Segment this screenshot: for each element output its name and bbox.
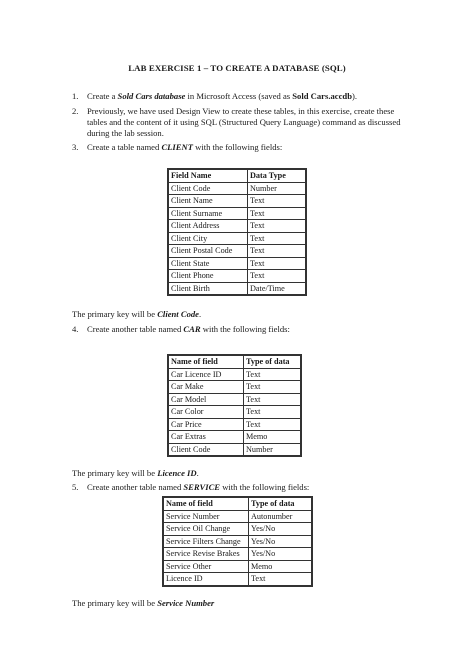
item-1-text: Create a Sold Cars database in Microsoft Access (saved as Sold Cars.accdb). (87, 91, 357, 101)
table-row (168, 220, 306, 233)
table-row (168, 368, 301, 381)
primary-key-client: Client Code (157, 309, 199, 319)
primary-key-note-client: The primary key will be Client Code. (72, 309, 202, 319)
table-row (168, 257, 306, 270)
table-row (168, 245, 306, 258)
field-name-cell: Service Number (163, 510, 249, 523)
field-name-cell: Client State (168, 257, 248, 270)
data-type-cell: Text (248, 270, 307, 283)
data-type-cell: Date/Time (248, 282, 307, 295)
item-4-number: 4. (72, 324, 79, 334)
field-name-cell: Client Phone (168, 270, 248, 283)
primary-key-car: Licence ID (157, 468, 197, 478)
primary-key-service: Service Number (157, 598, 215, 608)
data-type-cell: Text (248, 220, 307, 233)
item-1-filename: Sold Cars.accdb (292, 91, 352, 101)
field-name-cell: Service Revise Brakes (163, 548, 249, 561)
data-type-cell: Autonumber (249, 510, 313, 523)
table-row (163, 548, 312, 561)
data-type-cell: Text (244, 406, 302, 419)
data-type-cell: Text (244, 381, 302, 394)
data-type-cell: Number (248, 182, 307, 195)
table-row (168, 418, 301, 431)
column-header: Data Type (248, 169, 307, 182)
data-type-cell: Yes/No (249, 523, 313, 536)
table-row (168, 381, 301, 394)
data-type-cell: Text (248, 257, 307, 270)
data-type-cell: Yes/No (249, 548, 313, 561)
table-row (168, 270, 306, 283)
table-row (168, 431, 301, 444)
item-3-text: Create a table named CLIENT with the following fields: (87, 142, 283, 152)
table-row (163, 510, 312, 523)
data-type-cell: Memo (244, 431, 302, 444)
field-name-cell: Client Surname (168, 207, 248, 220)
field-name-cell: Client Birth (168, 282, 248, 295)
table-row (168, 443, 301, 456)
service-fields-table (162, 496, 313, 587)
item-1-emphasis: Sold Cars database (117, 91, 186, 101)
item-2-number: 2. (72, 106, 79, 116)
column-header: Name of field (163, 497, 249, 510)
field-name-cell: Car Extras (168, 431, 244, 444)
field-name-cell: Car Licence ID (168, 368, 244, 381)
table-row (163, 560, 312, 573)
item-3-number: 3. (72, 142, 79, 152)
field-name-cell: Car Make (168, 381, 244, 394)
item-5-table-name: SERVICE (183, 482, 221, 492)
data-type-cell: Text (249, 573, 313, 586)
data-type-cell: Text (248, 232, 307, 245)
table-row (168, 232, 306, 245)
field-name-cell: Car Model (168, 393, 244, 406)
table-row (163, 573, 312, 586)
field-name-cell: Service Oil Change (163, 523, 249, 536)
column-header: Type of data (249, 497, 313, 510)
data-type-cell: Text (248, 245, 307, 258)
field-name-cell: Client Name (168, 195, 248, 208)
data-type-cell: Text (244, 393, 302, 406)
field-name-cell: Client City (168, 232, 248, 245)
field-name-cell: Client Postal Code (168, 245, 248, 258)
page-title: LAB EXERCISE 1 – TO CREATE A DATABASE (SQL) (128, 63, 346, 73)
field-name-cell: Client Address (168, 220, 248, 233)
item-2-line-3: during the lab session. (87, 128, 164, 138)
item-4-table-name: CAR (183, 324, 201, 334)
item-5-number: 5. (72, 482, 79, 492)
field-name-cell: Service Filters Change (163, 535, 249, 548)
field-name-cell: Client Code (168, 182, 248, 195)
table-row (168, 207, 306, 220)
table-row (168, 282, 306, 295)
item-2-line-1: Previously, we have used Design View to create these tables, in this exercise, create these (87, 106, 395, 116)
column-header: Name of field (168, 355, 244, 368)
table-row (168, 406, 301, 419)
data-type-cell: Text (248, 207, 307, 220)
primary-key-note-service: The primary key will be Service Number (72, 598, 215, 608)
data-type-cell: Number (244, 443, 302, 456)
data-type-cell: Memo (249, 560, 313, 573)
table-row (163, 523, 312, 536)
client-fields-table (167, 168, 307, 296)
item-1-number: 1. (72, 91, 79, 101)
item-4-text: Create another table named CAR with the following fields: (87, 324, 290, 334)
field-name-cell: Client Code (168, 443, 244, 456)
primary-key-note-car: The primary key will be Licence ID. (72, 468, 199, 478)
data-type-cell: Text (244, 418, 302, 431)
car-fields-table (167, 354, 302, 457)
data-type-cell: Text (248, 195, 307, 208)
table-row (168, 195, 306, 208)
table-row (168, 393, 301, 406)
data-type-cell: Text (244, 368, 302, 381)
field-name-cell: Car Price (168, 418, 244, 431)
table-row (168, 182, 306, 195)
field-name-cell: Licence ID (163, 573, 249, 586)
field-name-cell: Car Color (168, 406, 244, 419)
field-name-cell: Service Other (163, 560, 249, 573)
item-5-text: Create another table named SERVICE with the following fields: (87, 482, 310, 492)
column-header: Type of data (244, 355, 302, 368)
item-3-table-name: CLIENT (161, 142, 193, 152)
column-header: Field Name (168, 169, 248, 182)
item-2-line-2: tables and the content of it using SQL (Structured Query Language) command as discussed (87, 117, 401, 127)
table-row (163, 535, 312, 548)
data-type-cell: Yes/No (249, 535, 313, 548)
